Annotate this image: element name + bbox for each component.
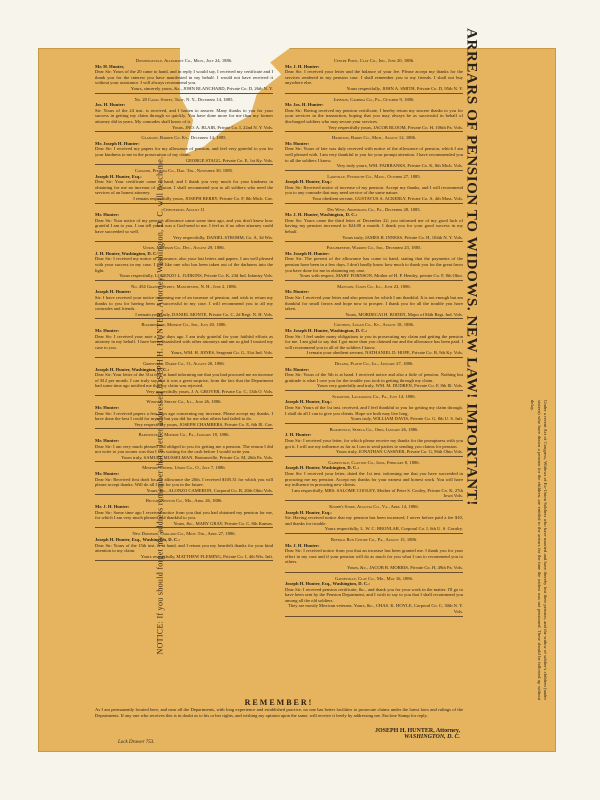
letter-signature: Yours truly, JAMES B. INNESS, Private Co. H, 104th N. Y. Vols.: [342, 234, 463, 240]
letter-body: Dear Sir: I received notice from you that an increase has been granted me. I thank you for your effort in my case and if your pension will do as much for you what I can to recommend you to others.: [285, 548, 463, 565]
letter-place: Knobb's Store, Augusta Co., Va., April 14, 1886.: [329, 503, 419, 509]
letter-divider: [285, 616, 463, 617]
letter-salutation: Joseph H. Hunter, Esq.:: [95, 173, 142, 179]
letter-place: Gainesville, Clayton Co., Iowa, February 8, 1886.: [328, 459, 420, 465]
testimonial-letter: [95, 432, 273, 462]
letter-divider: [285, 357, 463, 358]
letter-place: Bloomington, Monroe Co., Ind., July 20, 1886.: [141, 322, 227, 328]
letter-salutation: Mr. J. H. Hunter:: [285, 542, 320, 548]
letter-signature: Very respectfully yours, JOSEPH CHAMBERS, Private Co. E, 6th Ill. Cav.: [134, 421, 273, 427]
testimonial-letter: [285, 427, 463, 457]
letter-place: Cavalier, Pembina Co., Dak. Ter., November 30, 1885.: [134, 168, 234, 174]
letter-body: Dear Sir: I received pension certificate, &c., and thank you for your work in the matter. I'll go to have been sent by the Pension Department, and I wish to say to you that I shall recommend you among all the old soldiers.: [285, 586, 463, 603]
letter-divider: [285, 280, 463, 281]
letter-divider: [95, 357, 273, 358]
letter-salutation: Mr. Jos. H. Hunter:: [285, 102, 324, 108]
letter-body: Dear Sir: I received your letter, dated the 1st inst. informing me that you have succeeded in procuring me my pension. Accept my thanks for your earnest and honest work. You will have my influence in procuring new clients.: [285, 471, 463, 488]
letter-salutation: Joseph H. Hunter, Washington, D. C.:: [285, 465, 360, 471]
headline: [456, 28, 486, 506]
remember-text: As I am permanently located here, and near all the Departments, with long experience and established practice, no one has better facilities to prosecute claims under the latest laws and rulings of the Departments. If any one who receives this is in doubt as to his or her rights, and wishing my opinion upon the same, will receive it freely by addressing me. Enclose Stamp for reply.: [95, 706, 463, 718]
testimonial-letter: [285, 174, 463, 204]
letter-salutation: Joseph H. Hunter, Esq.:: [285, 399, 332, 405]
letter-salutation: J. H. Hunter, Washington, D. C.: [95, 250, 158, 256]
letter-place: Hector, Newton Co., Mo., April 26, 1886.: [145, 498, 223, 504]
letter-signature: GEORGE STAGG, Private Co. E, 1st Ky. Vols.: [185, 157, 273, 163]
letter-signature: Yours truly, SAMUEL MUSSELMAN, Bartonsville, Private Co. M, 26th Pa. Vols.: [121, 454, 273, 460]
letter-place: Gainesville, Clay Co., Mo., May 16, 1886.: [334, 575, 414, 581]
letter-salutation: Mr. Hunter:: [285, 366, 310, 372]
letter-signature: Yours truly, JONATHAN CASSNER, Private Co. G, 96th Ohio Vols.: [336, 449, 463, 455]
letter-body: Dear Sir: I feel under many obligations to you in prosecuting my claim and getting the pension for me. I am glad to say that I got more than you claimed me and the allowance has been paid. I will recommend you to all of the soldiers I know.: [285, 333, 463, 350]
letter-divider: [95, 131, 273, 132]
letter-signature: They are mostly Mexican veterans. Yours, &c., CHAS. K. HOYLE, Corporal Co. C, 30th N. Y. Vols.: [288, 603, 463, 615]
letter-divider: [95, 395, 273, 396]
testimonial-letter: [285, 537, 463, 573]
letter-salutation: Joseph H. Hunter, Esq., Washington, D. C.:: [285, 581, 370, 587]
letter-body: Sir: Having received notice that my pension has been increased, I never before paid a fee $10, and thanks for trouble.: [285, 515, 463, 526]
testimonial-letter: [285, 245, 463, 281]
testimonial-letter: [285, 207, 463, 243]
letter-divider: [95, 560, 273, 561]
letter-signature: Yours truly, WILLIAM DAVIS, Private Co. G, 8th U. S. Inft.: [350, 416, 463, 422]
letter-place: No. 454 Granite Street, Manchester, N. H., June 2, 1886.: [131, 283, 237, 289]
testimonial-letter: [285, 361, 463, 391]
letter-divider: [285, 203, 463, 204]
testimonial-letter: [95, 465, 273, 495]
letter-signature: Yours, MORDECAI H. BODEN, Major of 84th Regt. Ind. Vols.: [345, 311, 463, 317]
headline-text: ARREARS OF PENSION TO WIDOWS. NEW LAW! IMPORTANT!: [463, 28, 480, 506]
remember-title: REMEMBER!: [244, 698, 314, 707]
letter-divider: [285, 572, 463, 573]
letter-body: Dear Sir: I received your note a few days ago. I am truly grateful for your faithful efforts as attorney in my behalf. I have been dissatisfied with other attorneys and am so glad I trusted my case to you.: [95, 333, 273, 350]
letter-salutation: J. H. Hunter:: [285, 432, 312, 438]
letter-divider: [285, 533, 463, 534]
letter-place: Poughkeepsie, Warren Co., Ind., December 23, 1885.: [326, 245, 422, 251]
letter-divider: [95, 461, 273, 462]
letter-divider: [95, 280, 273, 281]
letter-salutation: Joseph H. Hunter, Esq., Washington, D. C.:: [95, 536, 180, 542]
letter-signature: Yours respectfully, JOHN A. SMITH, Private Co. D, 95th N. Y.: [346, 85, 463, 91]
letter-signature: Very respectfully yours, JACOB BLOOM, Private Co. H, 106th Pa. Vols.: [328, 124, 463, 130]
letter-salutation: Mr. Hunter:: [285, 140, 310, 146]
testimonial-letter: [95, 245, 273, 281]
testimonial-letter: [95, 97, 273, 133]
letter-divider: [285, 241, 463, 242]
letter-salutation: Mr. Joseph H. Hunter:: [285, 250, 330, 256]
letter-signature: Very respectfully yours, J. A. GROVER, Private Co. C, 13th O. Vols.: [145, 388, 273, 394]
testimonial-letter: [285, 322, 463, 358]
letter-place: No. 28 Canal Street, Troy, N. Y., December 14, 1885.: [134, 96, 234, 102]
letter-signature: Yours, &c., MARY GRAY, Private Co. C, 8th Kansas.: [173, 520, 273, 526]
letter-signature: Yours, &c., JACOB B. MORRIS, Private Co. H, 49th Pa. Vols.: [347, 564, 463, 570]
testimonial-letter: [285, 135, 463, 171]
letter-body: Sir: Yours of the 24 inst. is received, and I hasten to answer. Many thanks to you for your success in getting my claim through so quickly. You have done more for me than my former attorney did in years. My comrades shall know of it.: [95, 107, 273, 124]
testimonial-letter: [95, 399, 273, 429]
attorney-city: WASHINGTON, D. C.: [404, 734, 460, 740]
letter-place: Johnson, Cambria Co., Pa., October 9, 1886.: [333, 96, 415, 102]
letter-place: Windsor, Shelby Co., Ill., June 26, 1886.: [146, 399, 222, 405]
letter-body: Dear Sir: I received my notice of allowance, also your last letters and papers. I am well pleased with your success in my case. I feel like one who has been taken out of the darkness into the light.: [95, 256, 273, 273]
letter-salutation: Jos. H. Hunter:: [95, 102, 126, 108]
letter-place: Glasgow, Barren Co. Ky., December 14, 1885.: [141, 135, 227, 141]
letter-place: Medford Center, Union Co., O., July 7, 1886.: [142, 465, 226, 471]
letter-body: Dear Sir: Your notice of my pension allowance came some time ago, and you don't know how grateful I am to you. I can tell you it was a God-send to me. I feel as if no other attorney could have succeeded so well.: [95, 217, 273, 235]
letter-divider: [285, 318, 463, 319]
letter-divider: [285, 456, 463, 457]
testimonial-letter: [95, 498, 273, 528]
letter-divider: [95, 527, 273, 528]
letter-body: Dear Sir: Yours came the third letter of December 22; you informed me of my good luck of having my pension increased to $24.00 a month. I thank you for your good success in my behalf.: [285, 217, 463, 235]
testimonial-letter: [285, 504, 463, 534]
letter-body: Dear Sir: I am very much pleased and obliged to you for getting me a pension. The reason I did not write to you sooner was that I was waiting for the cash before I would write you.: [95, 443, 273, 455]
testimonial-letter: [95, 207, 273, 243]
letter-place: Scranton, Lackawana Co., Pa., July 14, 1886.: [332, 393, 416, 399]
letter-body: Dear Sir: I received your letter and also pension for which I am thankful. It is not enough but am thankful for small favors and hope now to prosper. I thank you for all the trouble you have taken.: [285, 294, 463, 312]
testimonial-letter: [95, 58, 273, 94]
letter-divider: [285, 131, 463, 132]
letter-body: Dear Sir: I received your letter, for which please receive my thanks for the promptness with you got it. I will use my influence as far as I can to send parties to sending you claims for pension.: [285, 438, 463, 449]
letter-place: Coushow, Logan Co., Ky., August 18, 1886.: [333, 322, 415, 328]
testimonial-letter: [95, 322, 273, 358]
letter-divider: [95, 318, 273, 319]
letter-divider: [285, 93, 463, 94]
letter-signature: Your obedient servant, GUSTAVUS A. ACKERLY, Private Co. A, 4th Mass. Vols.: [312, 196, 463, 202]
letter-signature: Very respectfully, DANIEL STROHM, Co. A, 3d Wis.: [172, 234, 273, 240]
letter-salutation: Joseph H. Hunter, Esq.:: [285, 179, 332, 185]
letter-salutation: Joseph H. Hunter, Esq.:: [285, 509, 332, 515]
letter-signature: I remain your obedient servant, NATHANIEL D. HOPE, Private Co. B, 9th Ky. Vols.: [306, 350, 463, 356]
letter-body: Dear Sir: I received my papers for my allowance of pension, and feel very grateful to you for your kindness to me in the prosecution of my claim.: [95, 146, 273, 157]
letter-divider: [285, 500, 463, 501]
letter-place: Lakeville, Plymouth Co., Mass., October 27, 1885.: [327, 173, 421, 179]
attorney-name: JOSEPH H. HUNTER, Attorney,: [374, 728, 460, 734]
letter-place: Bartonsville, Monroe Co., Pa., January 18, 1886.: [138, 432, 230, 438]
intro-text: Under a recent Act of Congress, Widows of Ex-Union Soldiers who have married and have thereby lost their pension, and the widow of soldier's children (under sixteen) who have drawn a pension for the children, are entitled to the arrears for the time the widow was not pensioned. These should be followed up without delay.: [530, 400, 548, 700]
letter-body: Dear Sir: Some time ago I received notice from you that you had obtained my pension for me, for which I am very much pleased and thankful to you.: [95, 509, 273, 521]
letter-place: Mattoon, Coles Co., Ill., June 23, 1886.: [337, 283, 411, 289]
letter-divider: [95, 494, 273, 495]
testimonial-letter: [285, 576, 463, 617]
testimonial-column-left: [95, 58, 273, 698]
letter-place: Delano, Platte Co., Ill., January 27, 1886.: [334, 360, 414, 366]
letter-salutation: Mr. Hunter:: [95, 327, 120, 333]
letter-salutation: Mr. J. H. Hunter:: [285, 63, 320, 69]
notice-margin-text: NOTICE: If you should forget my address remember that a letter addressed JOSEPH H. HUNTER, Attorney, Washington, D. C. will reach me.: [155, 156, 165, 655]
letter-divider: [95, 241, 273, 242]
letter-body: Dear Sir: Yours of the 15th inst. is at hand, and I return you my heartfelt thanks for your kind attention to my claim.: [95, 542, 273, 554]
letter-body: Dear Sir: Received notice of increase of my pension. Accept my thanks, and I will recommend you to any comrade that may need service of the same nature.: [285, 184, 463, 196]
letter-divider: [95, 93, 273, 94]
testimonial-letter: [95, 284, 273, 320]
letter-salutation: Mr. Hunter:: [95, 471, 120, 476]
letter-salutation: Mr. H. Hunter,: [95, 63, 125, 69]
letter-salutation: Joseph H. Hunter:: [95, 289, 132, 295]
letter-place: Downingsville, Alleghany Co., Mich., July 24, 1886.: [135, 58, 233, 63]
letter-body: Dear Sir: I received papers a few days ago concerning my increase. Please accept my thanks. I have done the best I could for myself but you did for me what others had failed to do.: [95, 410, 273, 422]
letter-signature: Yours, &c., ALONZO CAMERON, Corporal Co. B, 20th Ohio Vols.: [146, 487, 273, 493]
letter-place: Centre Point, Clay Co., Ind., June 20, 1886.: [333, 58, 415, 63]
testimonial-letter: [285, 460, 463, 501]
letter-signature: Very truly yours, WM. FAIRBANKS, Private Co. K, 8th Mich. Vols.: [336, 163, 463, 169]
testimonial-letter: [95, 361, 273, 397]
letter-salutation: Mr. Hunter:: [285, 289, 310, 295]
letter-divider: [285, 390, 463, 391]
testimonial-column-right: [285, 58, 463, 698]
letter-signature: Yours, JNO. A. BLAIR, Private Co. I, 22nd N. Y. Vols.: [172, 124, 273, 130]
letter-signature: Yours respectfully, L. W. C. BRONLAR, Corporal Co. I, 6th U. S. Cavalry.: [324, 526, 463, 532]
letter-body: Dear Sir: Having received my pension certificate, I hereby return my sincere thanks to you for your services in the transaction, hoping that you may always be as successful in behalf of discharged soldiers who may secure your services.: [285, 107, 463, 124]
letter-salutation: Mr. J. H. Hunter, Washington, D. C.:: [285, 212, 358, 218]
letter-body: Dear Sir: Yours of the 1st inst. received, and I feel thankful to you for getting my claim through. I shall do all I can to give you clients. Hope we both may live long.: [285, 405, 463, 416]
letter-place: Chesterton, August 11: [163, 206, 205, 212]
letter-salutation: Mr. Joseph H. Hunter:: [95, 140, 140, 146]
letter-body: Dear Sir: Received first draft for my allowance the 20th. I received $105.31 for which you will please accept thanks. Will do all I can for you in the future.: [95, 476, 273, 488]
testimonial-letter: [285, 394, 463, 424]
letter-signature: I remain your truly, DANIEL MONTE, Private Co. C, 2d Regt. N. H. Vols.: [135, 311, 273, 317]
letter-body: Dear Sir: The present of the allowance has come to hand, stating that the payments of the pension have been in a few days. I don't hardly know how much to thank you for the great favor you have done for me in obtaining my case.: [285, 256, 463, 273]
letter-place: Union, Jefferson Co., Dec., August 29, 1886.: [143, 245, 225, 251]
letter-signature: I remain respectfully yours, JOSEPH BERRY, Private Co. F, 8th Mich. Cav.: [133, 196, 273, 202]
testimonial-letter: [95, 168, 273, 204]
letter-divider: [95, 428, 273, 429]
letter-signature: Yours with respect, MARY FORNSON, Mother of H. P. Hendry, private Co. F, 8th Ohio.: [299, 273, 463, 279]
testimonial-letter: [95, 135, 273, 165]
testimonial-letter: [285, 284, 463, 320]
letter-place: Greenville, Darke Co., O., August 20, 1886.: [143, 360, 225, 366]
letter-salutation: Mr. J. H. Hunter:: [95, 503, 130, 509]
letter-salutation: Mr. Hunter:: [95, 438, 120, 444]
letter-divider: [95, 203, 273, 204]
letter-signature: Yours respectfully, LORENZO L. JUDKINS, Private Co. K, 23d Ind. Infantry Vols.: [119, 273, 273, 279]
letter-body: Dear Sir: Your certificate came to hand, and I thank you very much for your kindness in obtaining for me an increase of pension. I shall recommend you to all soldiers who need the services of an honest attorney.: [95, 179, 273, 196]
intro-paragraph: [488, 400, 548, 700]
letter-divider: [95, 164, 273, 165]
letter-body: Dear Sir: Yours of the 5th is at hand. I received notice and also a little of pension. Nothing but gratitude is what I owe you for the trouble you took in getting through my claim.: [285, 372, 463, 383]
letter-signature: Yours very gratefully and truly, WM. M. DUDREN, Private Co. F, 8th Ill. Vols.: [317, 383, 463, 389]
letter-place: New Dominion, Oakland Co., Mich. Ter., April 27, 1886.: [132, 531, 236, 537]
letter-signature: Yours, sincerely yours, &c., JOHN BLANCHARD, Private Co. D, 26th N. Y.: [130, 85, 273, 91]
letter-salutation: Mr. Joseph H. Hunter, Washington, D. C.:: [285, 327, 368, 333]
letter-salutation: Joseph H. Hunter, Washington, D. C.:: [95, 366, 170, 372]
letter-body: Dear Sir: I received your letter and the balance of your fee. Please accept my thanks for the services rendered in my pension case. I shall remember you to my friends. I shall not buy anywhere else.: [285, 69, 463, 86]
letter-divider: [285, 170, 463, 171]
letter-body: Dear Sir: Yours of the 20 came to hand, and in reply I would say, I received my certificate and I thank you for the interest you have manifested in my behalf. I would not have received it without your assistance. I will always recommend you.: [95, 69, 273, 86]
testimonial-letter: [285, 58, 463, 94]
testimonial-letter: [285, 97, 463, 133]
letter-place: Hamilton, Barry Co., Mich., August 12, 1886.: [331, 135, 417, 141]
letter-body: Sir: I have received your notice informing me of an increase of pension, and wish to return my thanks to you for having been so successful in my case. I will recommend you to all my comrades and friends.: [95, 294, 273, 312]
testimonial-letter: [95, 531, 273, 561]
lock-drawer-address: Lock Drawer 753.: [118, 740, 155, 745]
letter-place: Des West, Armstrong Co., Pa., December 28, 1885.: [327, 206, 421, 212]
letter-body: Dear Sir: Your letter of the 31st inst. at hand informing me that you had procured me an increase of $12 per month. I can truly say that it was a great surprise, from the fact that the Department had some time ago notified me that my claim was rejected.: [95, 372, 273, 389]
letter-place: Bloomville, Seneca Co., Ohio, January 26, 1886.: [329, 426, 419, 432]
letter-signature: I am respectfully, MRS. SALOME COOLEY, Mother of Peter S. Cooley, Private Co. K, 27th Iowa Vols.: [291, 487, 463, 499]
letter-salutation: Mr. Hunter:: [95, 212, 120, 218]
letter-body: Dear Sir: Yours of late was duly received with notice of the allowance of pension, which I am well pleased with. I am very thankful to you for your prompt attention. I have recommended you to all the soldiers I know.: [285, 146, 463, 163]
letter-signature: Yours respectfully, MATTHEW FLEMING, Private Co. I, 4th Wis. Inft.: [140, 553, 273, 559]
remember-section: [95, 700, 463, 718]
letter-place: Buffalo Run Centre Co., Pa., August 15, 1886.: [330, 536, 418, 542]
letter-divider: [285, 423, 463, 424]
letter-signature: Yours, WM. H. JONES, Sergeant Co. G, 31st Ind. Vols.: [170, 350, 273, 356]
letter-salutation: Mr. Hunter:: [95, 405, 120, 411]
attorney-signature: [250, 728, 460, 740]
